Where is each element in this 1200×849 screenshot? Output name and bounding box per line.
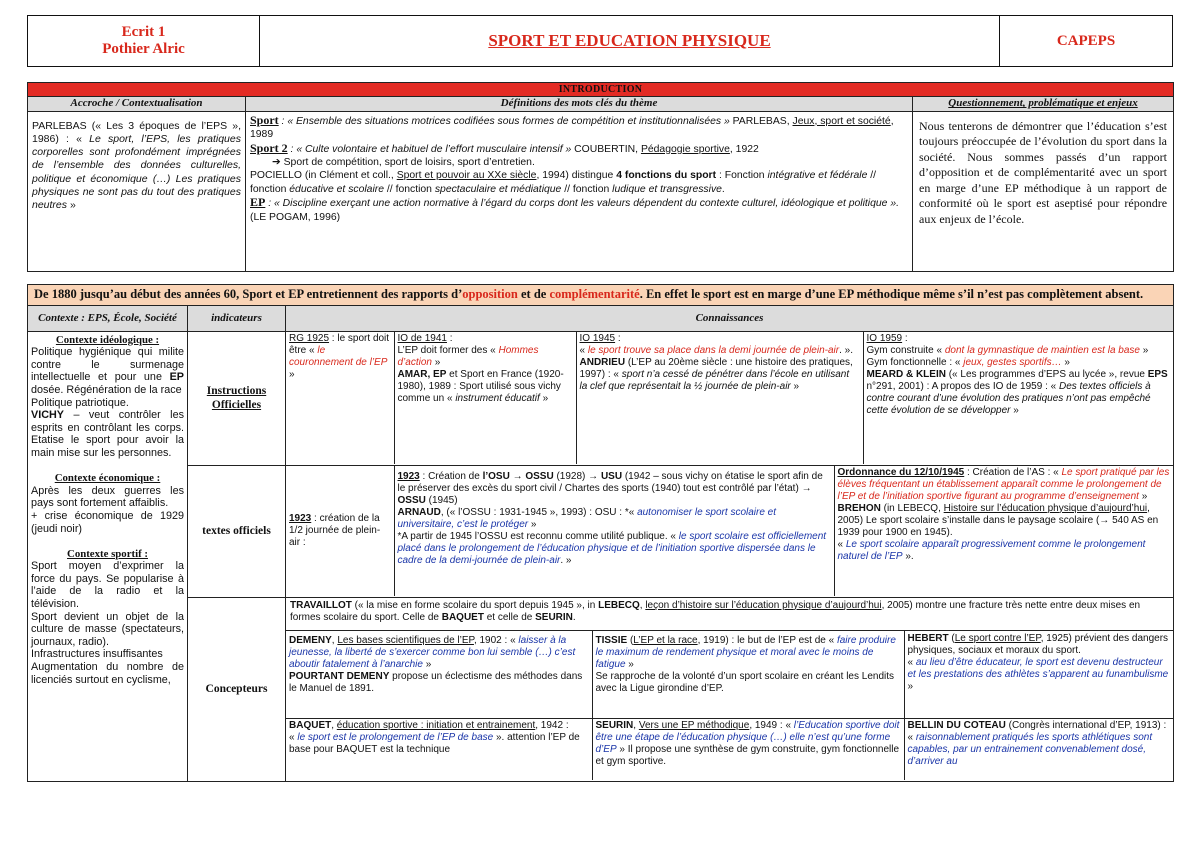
textes-grid	[286, 466, 1174, 596]
io-1945: IO 1945 : « le sport trouve sa place dans la demi journée de plein-air. ». ANDRIEU (L’EP au 20ème siècle : une histoire des pratiques, 1997) : « sport n’a cessé de pénétrer dans l’école en utilisant la clef que représentait la ½ journée de plein-air »	[576, 332, 863, 464]
travaillot-entry: TRAVAILLOT (« la mise en forme scolaire du sport depuis 1945 », in LEBECQ, leçon d’histoire sur l’éducation physique d’aujourd’hui, 2005) montre une fracture très nette entre deux mises en formes scolaire du sport. Celle de BAQUET et celle de SEURIN.	[286, 598, 1174, 631]
header-title-box	[260, 16, 1000, 66]
seurin-entry: SEURIN, Vers une EP méthodique, 1949 : « l’Education sportive doit être une étape de l’éducation physique (…) elle n’est qu’une forme d’EP » Il propose une synthèse de gym construite, gym fonctionnelle et gym sportive.	[592, 719, 904, 780]
accroche-header: Accroche / Contextualisation	[28, 97, 246, 111]
header-band	[27, 15, 1173, 67]
period-table	[27, 284, 1174, 782]
keyword-complementarite: complémentarité	[549, 287, 640, 301]
accroche-author: PARLEBAS	[32, 119, 87, 132]
io-1959: IO 1959 : Gym construite « dont la gymnastique de maintien est la base » Gym fonctionnelle : « jeux, gestes sportifs… » MEARD & KLEIN (« Les programmes d’EPS au lycée », revue EPS n°291, 2001) : A propos des IO de 1959 : « Des textes officiels à contre courant d’une évolution des pratiques n’ont pas empêché cette évolution de se développer »	[866, 332, 1168, 416]
textes-knowledge	[286, 465, 1174, 597]
header-exam-label: Ecrit 1	[121, 24, 166, 40]
def-sport-2: Sport 2 : « Culte volontaire et habituel de l’effort musculaire intensif » COUBERTIN, Pédagogie sportive, 1922	[250, 140, 759, 155]
accroche-cell	[28, 111, 246, 271]
def-ep: EP : « Discipline exerçant une action normative à l’égard du corps dont les valeurs dépendent du contexte culturel, idéologique et politique ». (LE POGAM, 1996)	[250, 195, 899, 223]
rg-1925: RG 1925 : le sport doit être « le couronnement de l’EP »	[286, 332, 394, 464]
header-exam-name: CAPEPS	[1056, 32, 1116, 49]
introduction-table	[27, 82, 1174, 272]
texte-osu: 1923 : Création de l’OSU → OSSU (1928) → USU (1942 – sous vichy on étatise le sport afin de le préserver des excès du sport civil / Chartes des sports (1940) tout est contrôlé par l’état) → OSSU (1945) ARNAUD, (« l’OSSU : 1931-1945 », 1993) : OSU : *« autonomiser le sport scolaire et universitaire, c’est le protéger » *A partir de 1945 l’OSSU est reconnu comme utilité publique. « le sport scolaire est officiellement placé dans le prolongement de l’éducation physique et de l’initiation sportive dispersée dans le cadre de la demi-journée de plein-air. »	[394, 466, 834, 596]
indicator-textes: textes officiels	[188, 465, 286, 597]
concepteurs-grid	[286, 598, 1174, 780]
bellin-entry: BELLIN DU COTEAU (Congrès international d’EP, 1913) : « raisonnablement pratiqués les sports athlétiques sont capables, par un entrainement convenablement dosé, d’arriver au	[907, 720, 1167, 768]
io-grid	[286, 332, 1174, 464]
arrow-right-icon: ➔	[272, 157, 281, 169]
context-header: Contexte : EPS, École, Société	[28, 305, 188, 331]
header-author-box	[28, 16, 260, 66]
definitions-header: Définitions des mots clés du thème	[246, 97, 913, 111]
knowledge-header: Connaissances	[286, 305, 1174, 331]
questionnement-header: Questionnement, problématique et enjeux	[913, 97, 1174, 111]
texte-1923-plein-air: 1923 : création de la 1/2 journée de plein-air :	[286, 466, 394, 596]
header-author-name: Pothier Alric	[102, 41, 185, 57]
indicator-concepteurs: Concepteurs	[188, 597, 286, 781]
context-cell: Contexte idéologique : Politique hygiénique qui milite contre le surmenage intellectuelle et pour une EP dosée. Régénération de la race Politique patriotique. VICHY – veut contrôler les esprits en contrôlant les corps. Etatise le sport pour avoir la main mise sur les personnes. Contexte économique : Après les deux guerres les pays sont fortement affaiblis. + crise économique de 1929 (jeudi noir) Contexte sportif : Sport moyen d’exprimer la force du pays. Se popularise à l’aide de la radio et la télévision. Sport devient un objet de la culture de masse (spectateurs, journaux, radio). Infrastructures insuffisantes Augmentation du nombre de licenciés surtout en cyclisme,	[28, 331, 188, 781]
accroche-quote-end: »	[67, 199, 76, 212]
introduction-title: INTRODUCTION	[28, 83, 1174, 97]
period-statement: De 1880 jusqu’au début des années 60, Sport et EP entretiennent des rapports d’opposition et de complémentarité. En effet le sport est en marge d’une EP méthodique même s’il n’est pas complètement absent.	[28, 285, 1174, 306]
io-knowledge	[286, 331, 1174, 465]
questionnement-cell: Nous tenterons de démontrer que l’éducation s’est toujours préoccupée de l’évolution du sport dans la société. Nous sommes passés d’un rapport d’opposition et de complémentarité avec un sport en marge d’une EP méthodique à un rapport de conformité où le sport est aseptisé pour répondre aux enjeux de l’école.	[913, 111, 1174, 271]
accroche-quote: Le sport, l’EPS, les pratiques corporelles sont profondément imprégnées de l’ensemble des données culturelles, politique et économique (…) Les pratiques physiques ne sont pas du tout des pratiques neutres	[32, 133, 241, 212]
context-economique-title: Contexte économique :	[54, 472, 161, 485]
texte-ordonnance-1945: Ordonnance du 12/10/1945 : Création de l’AS : « Le sport pratiqué par les élèves fréquentant un établissement apparaît comme le prolongement de l’EP et de l’initiation sportive figurant au programme d’enseignement » BREHON (in LEBECQ, Histoire sur l’éducation physique d’aujourd’hui, 2005) Le sport scolaire s’installe dans le paysage scolaire (→ 540 AS en 1939 pour 1900 en 1945). « Le sport scolaire apparaît progressivement comme le prolongement naturel de l’EP ».	[837, 466, 1170, 562]
accroche-ref: (« Les 3 époques de l’EPS », 1986) : «	[32, 119, 241, 146]
indicators-header: indicateurs	[188, 305, 286, 331]
tissie-entry: TISSIE (L’EP et la race, 1919) : le but de l’EP est de « faire produire le maximum de rendement physique et moral avec le moins de fatigue » Se rapproche de la volonté d’un sport scolaire en créant les Lendits avec la Ligue girondine d’EP.	[592, 631, 904, 719]
def-sport: Sport : « Ensemble des situations motrices codifiées sous formes de compétition et institutionnalisées » PARLEBAS, Jeux, sport et société, 1989	[250, 112, 894, 141]
header-exam-box	[1000, 16, 1172, 66]
demeny-entry: DEMENY, Les bases scientifiques de l’EP, 1902 : « laisser à la jeunesse, la liberté de s’exercer comme bon lui semble (…) c’est aboutir fatalement à l’anarchie » POURTANT DEMENY propose un éclectisme des méthodes dans le Manuel de 1891.	[286, 631, 592, 719]
context-ideologique-title: Contexte idéologique :	[55, 333, 160, 346]
def-sport-types: ➔ Sport de compétition, sport de loisirs, sport d’entretien.	[272, 157, 535, 169]
page-title: SPORT ET EDUCATION PHYSIQUE	[488, 31, 771, 50]
definitions-cell	[246, 111, 913, 271]
io-1941: IO de 1941 : L’EP doit former des « Hommes d’action » AMAR, EP et Sport en France (1920-1980), 1989 : Sport utilisé sous vichy comme un « instrument éducatif »	[394, 332, 576, 464]
context-sportif-title: Contexte sportif :	[67, 547, 148, 560]
indicator-io: Instructions Officielles	[188, 331, 286, 465]
baquet-entry: BAQUET, éducation sportive : initiation et entrainement, 1942 : « le sport est le prolongement de l’EP de base ». attention l’EP de base pour BAQUET est la technique	[286, 719, 592, 780]
def-pociello: POCIELLO (in Clément et coll., Sport et pouvoir au XXe siècle, 1994) distingue 4 fonctions du sport : Fonction intégrative et fédérale // fonction éducative et scolaire // fonction spectaculaire et médiatique // fonction ludique et transgressive.	[250, 170, 877, 195]
hebert-entry: HEBERT (Le sport contre l’EP, 1925) prévient des dangers physiques, sociaux et moraux du sport. « au lieu d’être éducateur, le sport est devenu destructeur et les prestations des athlètes s’apparent au funambulisme »	[904, 631, 1174, 719]
keyword-opposition: opposition	[462, 287, 518, 301]
concepteurs-knowledge	[286, 597, 1174, 781]
